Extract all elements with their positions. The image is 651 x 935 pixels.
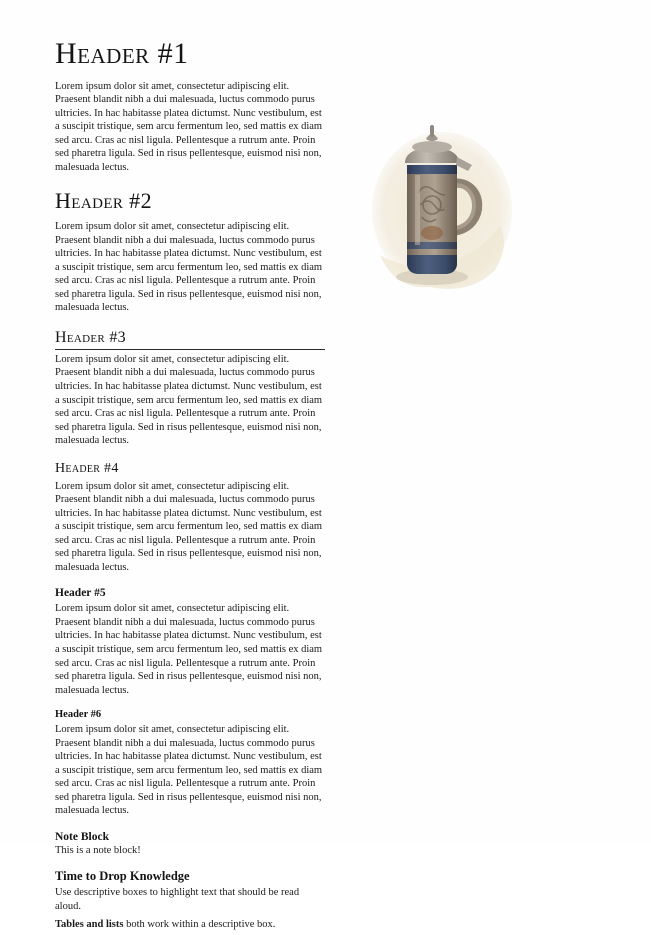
descriptive-block [55, 869, 325, 931]
stein-mid-band [407, 242, 457, 249]
paragraph-2: Lorem ipsum dolor sit amet, consectetur adipiscing elit. Praesent blandit nibh a dui malesuada, luctus commodo purus ultricies. In hac habitasse platea dictumst. Nunc vestibulum, est a suscipit tristique, sem arcu fermentum leo, sed mattis ex diam sed arcu. Cras ac nisl ligula. Pellentesque a rutrum ante. Proin sed pharetra ligula. Sed in risus pellentesque, euismod nisi non, malesuada lectus. [55, 221, 323, 314]
note-block-title: Note Block [55, 830, 109, 843]
stein-relief-medallion [421, 226, 443, 240]
descriptive-block-emphasis-lead: Tables and lists [55, 918, 124, 930]
stein-lid-dome [412, 141, 452, 153]
heading-level-3: Header #3 [55, 329, 325, 350]
document-body-column [55, 38, 325, 935]
paragraph-5: Lorem ipsum dolor sit amet, consectetur adipiscing elit. Praesent blandit nibh a dui malesuada, luctus commodo purus ultricies. In hac habitasse platea dictumst. Nunc vestibulum, est a suscipit tristique, sem arcu fermentum leo, sed mattis ex diam sed arcu. Cras ac nisl ligula. Pellentesque a rutrum ante. Proin sed pharetra ligula. Sed in risus pellentesque, euismod nisi non, malesuada lectus. [55, 603, 323, 696]
paragraph-4: Lorem ipsum dolor sit amet, consectetur adipiscing elit. Praesent blandit nibh a dui malesuada, luctus commodo purus ultricies. In hac habitasse platea dictumst. Nunc vestibulum, est a suscipit tristique, sem arcu fermentum leo, sed mattis ex diam sed arcu. Cras ac nisl ligula. Pellentesque a rutrum ante. Proin sed pharetra ligula. Sed in risus pellentesque, euismod nisi non, malesuada lectus. [55, 480, 323, 573]
note-block-text: This is a note block! [55, 844, 141, 856]
stein-base-band [407, 255, 457, 274]
beer-stein-svg [360, 105, 540, 305]
heading-level-4: Header #4 [55, 460, 119, 476]
beer-stein-illustration [360, 105, 540, 305]
note-block [55, 831, 325, 858]
stein-lid-knob [430, 125, 434, 137]
paragraph-1: Lorem ipsum dolor sit amet, consectetur adipiscing elit. Praesent blandit nibh a dui malesuada, luctus commodo purus ultricies. In hac habitasse platea dictumst. Nunc vestibulum, est a suscipit tristique, sem arcu fermentum leo, sed mattis ex diam sed arcu. Cras ac nisl ligula. Pellentesque a rutrum ante. Proin sed pharetra ligula. Sed in risus pellentesque, euismod nisi non, malesuada lectus. [55, 80, 323, 173]
heading-level-1: Header #1 [55, 37, 189, 70]
stein-highlight [415, 175, 420, 245]
stein-top-band [407, 165, 457, 174]
descriptive-block-emphasis-rest: both work within a descriptive box. [123, 918, 276, 930]
descriptive-block-text: Use descriptive boxes to highlight text that should be read aloud. [55, 887, 300, 913]
heading-level-5: Header #5 [55, 587, 106, 600]
paragraph-3: Lorem ipsum dolor sit amet, consectetur adipiscing elit. Praesent blandit nibh a dui malesuada, luctus commodo purus ultricies. In hac habitasse platea dictumst. Nunc vestibulum, est a suscipit tristique, sem arcu fermentum leo, sed mattis ex diam sed arcu. Cras ac nisl ligula. Pellentesque a rutrum ante. Proin sed pharetra ligula. Sed in risus pellentesque, euismod nisi non, malesuada lectus. [55, 353, 323, 447]
descriptive-block-title: Time to Drop Knowledge [55, 869, 190, 884]
heading-level-2: Header #2 [55, 188, 152, 214]
paragraph-6: Lorem ipsum dolor sit amet, consectetur adipiscing elit. Praesent blandit nibh a dui malesuada, luctus commodo purus ultricies. In hac habitasse platea dictumst. Nunc vestibulum, est a suscipit tristique, sem arcu fermentum leo, sed mattis ex diam sed arcu. Cras ac nisl ligula. Pellentesque a rutrum ante. Proin sed pharetra ligula. Sed in risus pellentesque, euismod nisi non, malesuada lectus. [55, 724, 323, 817]
descriptive-block-emphasis-line [55, 918, 325, 932]
heading-level-6: Header #6 [55, 709, 102, 721]
